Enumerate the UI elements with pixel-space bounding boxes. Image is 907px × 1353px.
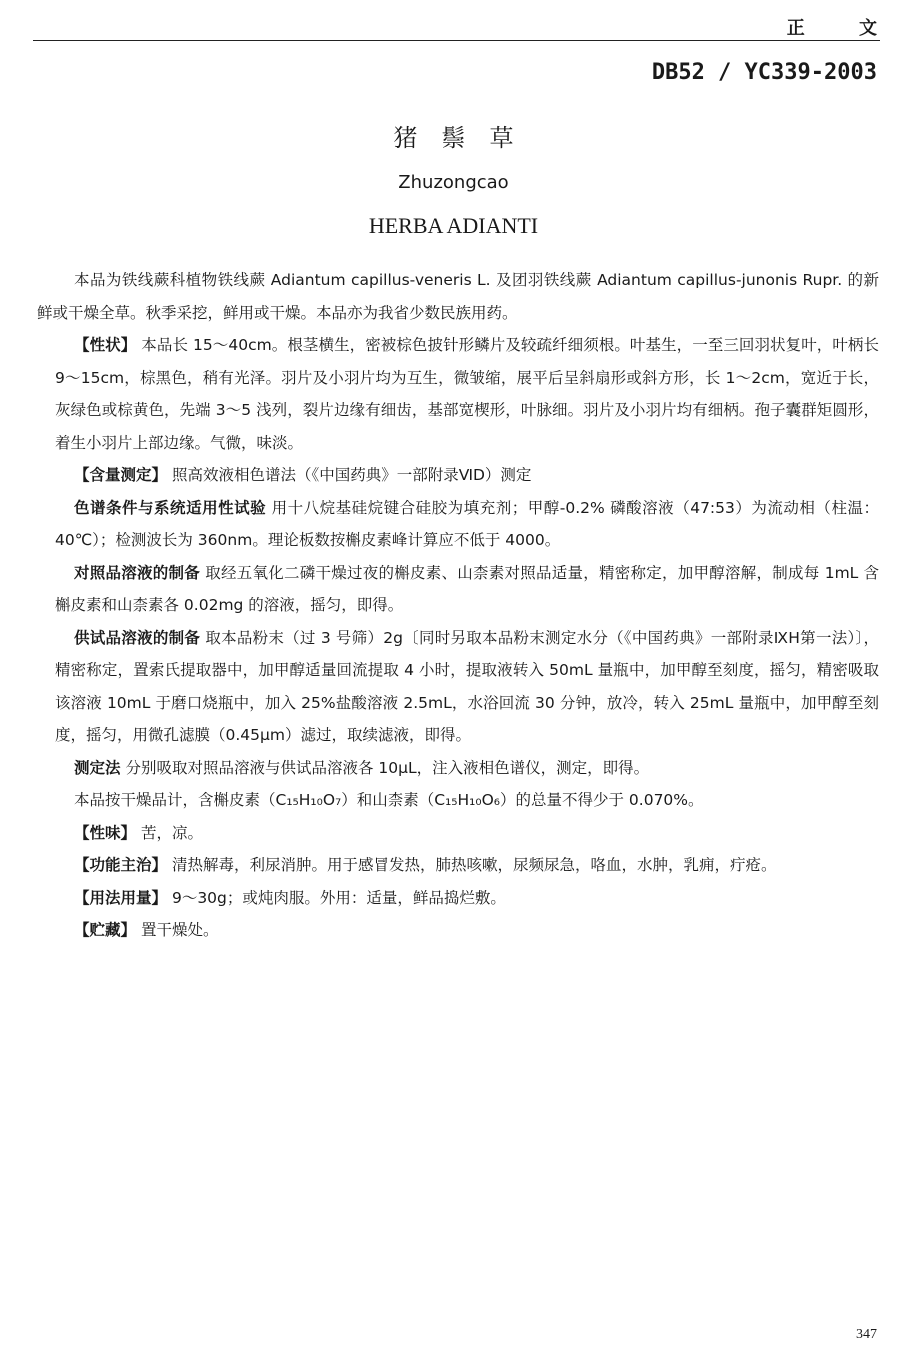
content-text: 本品按干燥品计，含槲皮素（C₁₅H₁₀O₇）和山柰素（C₁₅H₁₀O₆）的总量不得少于 0.070%。 xyxy=(74,791,704,809)
taste-section xyxy=(37,817,879,850)
reference-text: 取经五氧化二磷干燥过夜的槲皮素、山柰素对照品适量，精密称定，加甲醇溶解，制成每 1mL 含槲皮素和山柰素各 0.02mg 的溶液，摇匀，即得。 xyxy=(55,563,879,614)
sample-label: 供试品溶液的制备 xyxy=(74,628,201,647)
method-section xyxy=(37,752,879,785)
character-section xyxy=(37,329,879,459)
content-section xyxy=(37,784,879,817)
reference-label: 对照品溶液的制备 xyxy=(74,563,201,582)
sample-section xyxy=(37,622,879,752)
monograph-body xyxy=(37,264,879,947)
header-divider xyxy=(33,40,880,41)
title-latin: HERBA ADIANTI xyxy=(368,213,539,238)
section-label: 正 文 xyxy=(786,18,901,39)
chromatography-section xyxy=(37,492,879,557)
storage-label: 【贮藏】 xyxy=(74,921,137,939)
storage-text: 置干燥处。 xyxy=(140,921,219,939)
intro-paragraph: 本品为铁线蕨科植物铁线蕨 Adiantum capillus-veneris L. 及团羽铁线蕨 Adiantum capillus-junonis Rupr. 的新鲜或干燥全草。秋季采挖，鲜用或干燥。本品亦为我省少数民族用药。 xyxy=(37,271,879,322)
reference-section xyxy=(37,557,879,622)
character-text: 本品长 15～40cm。根茎横生，密被棕色披针形鳞片及较疏纤细须根。叶基生，一至三回羽状复叶，叶柄长 9～15cm，棕黑色，稍有光泽。羽片及小羽片均为互生，微皱缩，展平后呈斜扇形或斜方形，长 1～2cm，宽近于长，灰绿色或棕黄色，先端 3～5 浅列，裂片边缘有细齿，基部宽楔形，叶脉细。羽片及小羽片均有细柄。孢子囊群矩圆形，着生小羽片上部边缘。气微，味淡。 xyxy=(55,336,879,452)
taste-label: 【性味】 xyxy=(74,823,137,842)
sample-text: 取本品粉末（过 3 号筛）2g〔同时另取本品粉末测定水分（《中国药典》一部附录ⅨH第一法）〕，精密称定，置索氏提取器中，加甲醇适量回流提取 4 小时，提取液转入 50mL 量瓶中，加甲醇至刻度，摇匀，精密吸取该溶液 10mL 于磨口烧瓶中，加入 25%盐酸溶液 2.5mL，水浴回流 30 分钟，放冷，转入 25mL 量瓶中，加甲醇至刻度，摇匀，用微孔滤膜（0.45μm）滤过，取续滤液，即得。 xyxy=(55,628,879,744)
character-label: 【性状】 xyxy=(74,336,137,354)
assay-label: 【含量测定】 xyxy=(74,466,168,484)
usage-label: 【用法用量】 xyxy=(74,888,168,907)
page-number: 347 xyxy=(856,1327,877,1342)
method-label: 测定法 xyxy=(74,758,121,777)
assay-section xyxy=(37,459,879,492)
chromatography-label: 色谱条件与系统适用性试验 xyxy=(74,498,267,517)
title-pinyin: Zhuzongcao xyxy=(398,172,509,193)
chromatography-text: 用十八烷基硅烷键合硅胶为填充剂；甲醇-0.2% 磷酸溶液（47:53）为流动相（柱温：40℃）；检测波长为 360nm。理论板数按槲皮素峰计算应不低于 4000。 xyxy=(55,498,879,549)
storage-section xyxy=(37,914,879,947)
usage-text: 9～30g；或炖肉服。外用：适量，鲜品捣烂敷。 xyxy=(171,888,506,907)
function-label: 【功能主治】 xyxy=(74,856,168,874)
function-text: 清热解毒，利尿消肿。用于感冒发热，肺热咳嗽，尿频尿急，咯血，水肿，乳痈，疔疮。 xyxy=(171,856,777,874)
function-section xyxy=(37,849,879,882)
usage-section xyxy=(37,882,879,915)
method-text: 分别吸取对照品溶液与供试品溶液各 10μL，注入液相色谱仪，测定，即得。 xyxy=(125,758,650,777)
taste-text: 苦，凉。 xyxy=(140,823,203,842)
standard-number: DB52 / YC339-2003 xyxy=(651,60,877,85)
assay-text: 照高效液相色谱法（《中国药典》一部附录ⅥD）测定 xyxy=(171,466,532,484)
title-chinese: 猪鬃草 xyxy=(393,124,538,152)
